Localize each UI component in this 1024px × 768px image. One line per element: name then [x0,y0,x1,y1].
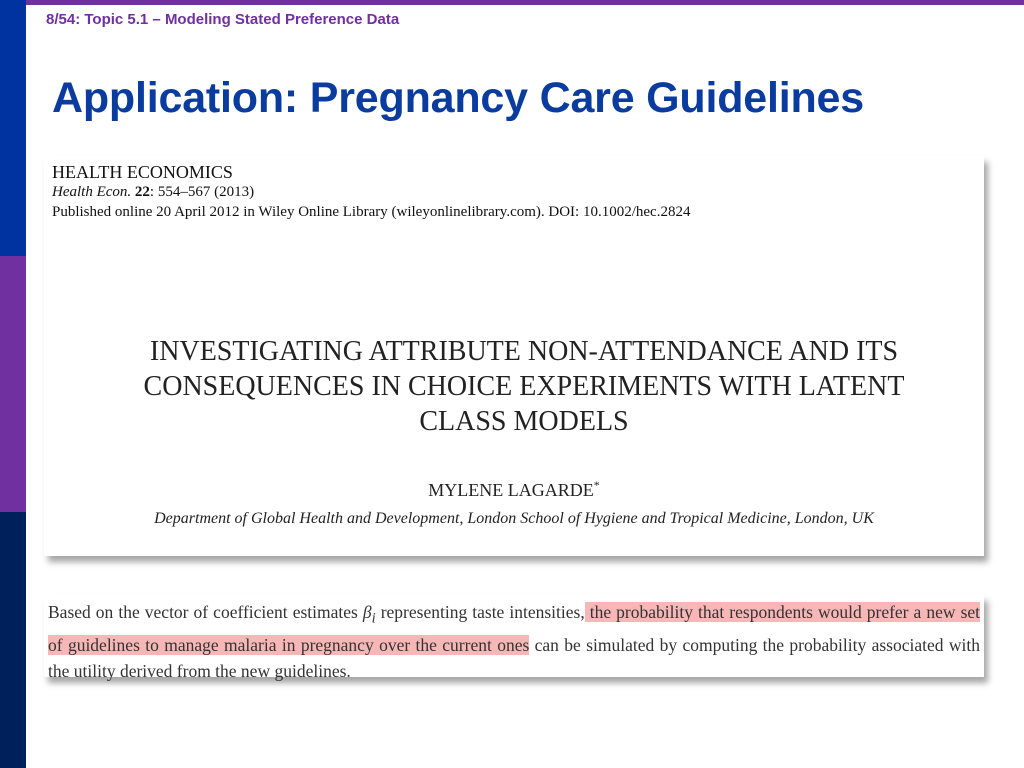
excerpt-text: can be simulated by computing the probability associated with the utility derived from the new guidelines. [48,634,980,681]
sidebar-color-bar [0,0,26,768]
beta-subscript: i [371,610,376,627]
beta-char: β [362,602,372,622]
journal-name: HEALTH ECONOMICS [52,162,233,182]
paper-title-line: CLASS MODELS [419,406,629,437]
excerpt-screenshot [44,595,984,681]
citation-volume: 22 [134,184,150,200]
paper-affiliation: Department of Global Health and Development, London School of Hygiene and Tropical Medicine, London, UK [154,510,874,527]
author-mark: * [593,478,600,492]
excerpt-text: Based on the vector of coefficient estimates [48,602,363,622]
beta-symbol [362,602,376,627]
top-accent-rule [0,0,1024,5]
slide-title: Application: Pregnancy Care Guidelines [52,74,864,122]
paper-title [84,334,964,439]
highlighted-text: the probability that respondents would prefer a new set of guidelines to manage malaria in pregnancy over the current ones [48,602,981,655]
journal-citation [52,184,254,201]
excerpt-paragraph [44,595,984,684]
slide-header: 8/54: Topic 5.1 – Modeling Stated Preference Data [46,11,400,28]
paper-title-line: CONSEQUENCES IN CHOICE EXPERIMENTS WITH LATENT [143,371,905,402]
publication-info: Published online 20 April 2012 in Wiley Online Library (wileyonlinelibrary.com). DOI: 10.1002/hec.2824 [52,204,691,220]
sidebar-block-blue [0,0,26,256]
paper-author [44,478,984,501]
excerpt-text: representing taste intensities, [375,602,585,622]
citation-pages: : 554–567 (2013) [149,184,255,200]
paper-screenshot [44,156,984,556]
sidebar-block-navy [0,512,26,768]
paper-title-line: INVESTIGATING ATTRIBUTE NON-ATTENDANCE AND ITS [149,336,899,367]
sidebar-block-purple [0,256,26,512]
citation-journal: Health Econ. [52,184,132,200]
author-name: MYLENE LAGARDE [428,480,594,500]
